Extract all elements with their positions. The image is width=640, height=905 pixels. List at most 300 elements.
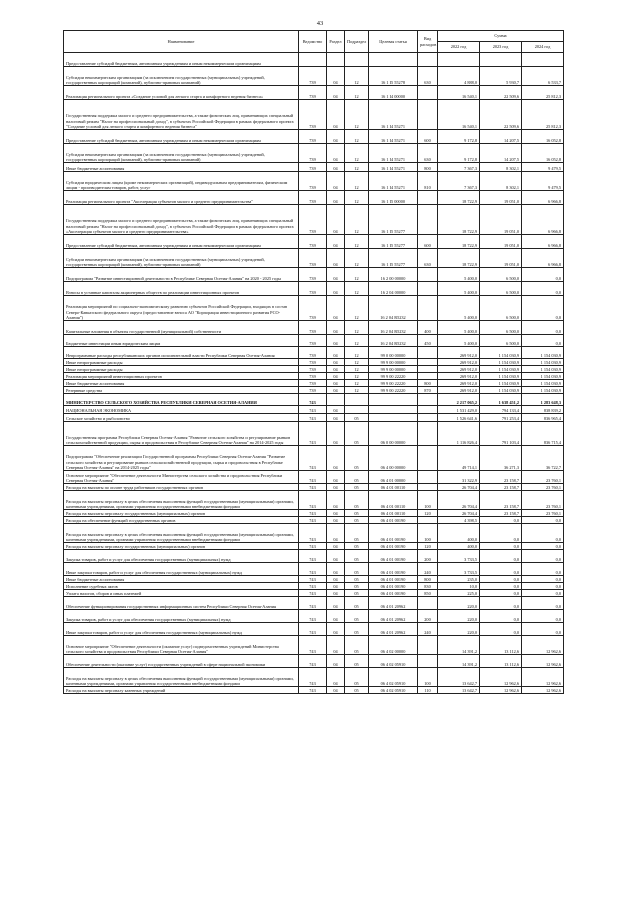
row-article-cell <box>369 406 418 414</box>
header-article: Целевая статья <box>369 31 418 53</box>
row-article-cell: 06 4 01 00190 <box>369 590 418 597</box>
row-2022-cell: 1 116 826,4 <box>438 422 480 446</box>
table-row <box>64 321 564 335</box>
row-2024-cell: 1 154 030,9 <box>522 373 564 380</box>
row-section-cell: 04 <box>327 623 345 636</box>
row-expense-type-cell: 810 <box>418 172 438 191</box>
row-2023-cell: 23 158,7 <box>480 491 522 510</box>
row-2022-cell: 220,0 <box>438 623 480 636</box>
row-article-cell: 16 1 I5 00000 <box>369 191 418 205</box>
table-row <box>64 335 564 347</box>
row-expense-type-cell: 830 <box>418 583 438 590</box>
row-section-cell: 04 <box>327 163 345 172</box>
header-expense-type: Вид расходов <box>418 31 438 53</box>
row-subsection-cell <box>345 394 369 406</box>
row-2022-cell: 269 912,0 <box>438 380 480 387</box>
table-row <box>64 422 564 446</box>
row-expense-type-cell <box>418 517 438 524</box>
row-section-cell: 04 <box>327 524 345 543</box>
row-section-cell: 04 <box>327 359 345 366</box>
row-expense-type-cell <box>418 394 438 406</box>
row-name-cell: Закупка товаров, работ и услуг для обеспечения государственных (муниципальных) нужд <box>64 550 299 563</box>
row-2023-cell: 1 638 451,2 <box>480 394 522 406</box>
table-row <box>64 406 564 414</box>
row-2022-cell: 18 722,9 <box>438 249 480 268</box>
row-subsection-cell: 12 <box>345 249 369 268</box>
row-2022-cell: 16 540,1 <box>438 100 480 130</box>
table-row <box>64 100 564 130</box>
row-article-cell: 16 1 I4 55271 <box>369 163 418 172</box>
row-subsection-cell <box>345 406 369 414</box>
row-subsection-cell: 05 <box>345 636 369 655</box>
row-article-cell: 06 4 01 00190 <box>369 543 418 550</box>
row-section-cell: 04 <box>327 282 345 296</box>
row-name-cell: Иные непрограммные расходы <box>64 359 299 366</box>
row-2023-cell: 6 500,0 <box>480 296 522 321</box>
row-2022-cell: 269 912,0 <box>438 366 480 373</box>
row-expense-type-cell: 100 <box>418 524 438 543</box>
row-ministry-cell: 739 <box>299 387 327 394</box>
row-article-cell: 99 0 00 00000 <box>369 347 418 359</box>
row-expense-type-cell: 600 <box>418 130 438 144</box>
table-row <box>64 191 564 205</box>
row-2024-cell: 0,0 <box>522 524 564 543</box>
row-2023-cell: 0,0 <box>480 610 522 623</box>
row-subsection-cell: 12 <box>345 235 369 249</box>
row-2024-cell: 0,0 <box>522 590 564 597</box>
row-name-cell: Взносы в уставные капиталы акционерных обществ по реализации инвестиционных проектов <box>64 282 299 296</box>
row-name-cell: Иные непрограммные расходы <box>64 366 299 373</box>
row-section-cell: 04 <box>327 655 345 668</box>
row-name-cell: Исполнение судебных актов <box>64 583 299 590</box>
row-expense-type-cell <box>418 636 438 655</box>
row-2024-cell: 36 722,7 <box>522 446 564 471</box>
row-name-cell: Бюджетные инвестиции иным юридическим лицам <box>64 335 299 347</box>
row-article-cell: 16 1 I4 55271 <box>369 172 418 191</box>
row-2024-cell <box>522 53 564 67</box>
row-subsection-cell: 05 <box>345 668 369 687</box>
row-2024-cell: 9 479,5 <box>522 163 564 172</box>
table-row <box>64 623 564 636</box>
row-section-cell: 04 <box>327 249 345 268</box>
row-name-cell: Предоставление субсидий бюджетным, автономным учреждениям и иным некоммерческим организациям <box>64 235 299 249</box>
budget-table <box>63 30 564 694</box>
row-2023-cell: 19 051,0 <box>480 205 522 235</box>
row-section-cell: 04 <box>327 510 345 517</box>
row-ministry-cell: 743 <box>299 668 327 687</box>
header-year-2024: 2024 год <box>522 42 564 53</box>
row-section-cell: 04 <box>327 610 345 623</box>
table-row <box>64 583 564 590</box>
row-2024-cell: 836 715,4 <box>522 422 564 446</box>
row-subsection-cell: 12 <box>345 172 369 191</box>
row-2023-cell: 36 271,3 <box>480 446 522 471</box>
row-article-cell: 16 1 I4 55271 <box>369 100 418 130</box>
header-section: Раздел <box>327 31 345 53</box>
row-expense-type-cell <box>418 422 438 446</box>
header-year-2022: 2022 год <box>438 42 480 53</box>
row-expense-type-cell <box>418 484 438 491</box>
row-2024-cell: 0,0 <box>522 623 564 636</box>
row-ministry-cell: 743 <box>299 576 327 583</box>
row-2023-cell: 19 051,0 <box>480 235 522 249</box>
row-ministry-cell: 743 <box>299 583 327 590</box>
row-ministry-cell: 739 <box>299 144 327 163</box>
row-expense-type-cell: 800 <box>418 163 438 172</box>
row-expense-type-cell: 400 <box>418 321 438 335</box>
row-name-cell: Субсидии некоммерческим организациям (за исключением государственных (муниципальных) учреждений, государственных корпораций (компаний), публично-правовых компаний) <box>64 249 299 268</box>
row-name-cell: НАЦИОНАЛЬНАЯ ЭКОНОМИКА <box>64 406 299 414</box>
row-expense-type-cell <box>418 282 438 296</box>
table-row <box>64 414 564 422</box>
row-ministry-cell: 739 <box>299 86 327 100</box>
row-section-cell: 04 <box>327 373 345 380</box>
row-2024-cell: 23 760,1 <box>522 491 564 510</box>
row-subsection-cell: 12 <box>345 205 369 235</box>
row-article-cell: 06 4 02 05910 <box>369 687 418 694</box>
row-section-cell: 04 <box>327 583 345 590</box>
table-row <box>64 249 564 268</box>
row-section-cell: 04 <box>327 144 345 163</box>
row-2023-cell: 791 253,4 <box>480 414 522 422</box>
row-2022-cell: 13 642,7 <box>438 668 480 687</box>
row-subsection-cell: 05 <box>345 687 369 694</box>
table-row <box>64 359 564 366</box>
row-expense-type-cell: 120 <box>418 543 438 550</box>
row-ministry-cell: 743 <box>299 517 327 524</box>
row-2024-cell: 0,0 <box>522 268 564 282</box>
row-name-cell: Предоставление субсидий бюджетным, автономным учреждениям и иным некоммерческим организациям <box>64 130 299 144</box>
row-name-cell: Реализация регионального проекта "Акселерация субъектов малого и среднего предпринимательства" <box>64 191 299 205</box>
row-2023-cell: 12 962,6 <box>480 687 522 694</box>
table-row <box>64 366 564 373</box>
row-subsection-cell: 12 <box>345 268 369 282</box>
row-section-cell: 04 <box>327 387 345 394</box>
table-row <box>64 550 564 563</box>
row-ministry-cell: 739 <box>299 268 327 282</box>
row-ministry-cell: 739 <box>299 172 327 191</box>
row-expense-type-cell <box>418 655 438 668</box>
row-expense-type-cell <box>418 446 438 471</box>
row-2023-cell: 5 930,7 <box>480 67 522 86</box>
row-article-cell: 06 4 00 00000 <box>369 446 418 471</box>
row-2023-cell: 0,0 <box>480 590 522 597</box>
row-ministry-cell: 739 <box>299 100 327 130</box>
row-2023-cell: 8 302,1 <box>480 172 522 191</box>
row-name-cell: Субсидии юридическим лицам (кроме некоммерческих организаций), индивидуальным предпринимателям, физическим лицам - производителям товаров, работ, услуг <box>64 172 299 191</box>
table-row <box>64 491 564 510</box>
row-subsection-cell: 12 <box>345 335 369 347</box>
row-section-cell: 04 <box>327 543 345 550</box>
table-row <box>64 380 564 387</box>
row-article-cell: 16 2 04 R5232 <box>369 296 418 321</box>
row-article-cell: 16 2 04 00000 <box>369 282 418 296</box>
row-ministry-cell: 743 <box>299 687 327 694</box>
row-2022-cell: 49 714,1 <box>438 446 480 471</box>
row-2023-cell: 23 158,7 <box>480 471 522 484</box>
row-2024-cell: 6 966,8 <box>522 205 564 235</box>
row-subsection-cell: 05 <box>345 623 369 636</box>
row-section-cell: 04 <box>327 687 345 694</box>
row-2022-cell: 3 733,5 <box>438 563 480 576</box>
row-subsection-cell: 05 <box>345 510 369 517</box>
table-row <box>64 446 564 471</box>
row-ministry-cell: 743 <box>299 414 327 422</box>
row-2023-cell: 0,0 <box>480 623 522 636</box>
row-2022-cell: 269 912,0 <box>438 347 480 359</box>
row-article-cell: 06 4 01 20962 <box>369 610 418 623</box>
row-2022-cell <box>438 53 480 67</box>
row-section-cell: 04 <box>327 366 345 373</box>
table-row <box>64 296 564 321</box>
row-2024-cell: 12 962,6 <box>522 668 564 687</box>
row-2022-cell: 235,0 <box>438 576 480 583</box>
row-2024-cell: 1 154 030,9 <box>522 347 564 359</box>
row-2022-cell: 26 704,4 <box>438 491 480 510</box>
row-article-cell: 06 4 01 00190 <box>369 583 418 590</box>
row-2024-cell: 0,0 <box>522 576 564 583</box>
row-section-cell: 04 <box>327 550 345 563</box>
table-row <box>64 590 564 597</box>
row-name-cell: Подпрограмма "Развитие инвестиционной деятельности в Республике Северная Осетия-Алания" на 2020 - 2025 годы <box>64 268 299 282</box>
row-name-cell: Предоставление субсидий бюджетным, автономным учреждениям и иным некоммерческим организациям <box>64 53 299 67</box>
row-2024-cell: 23 760,1 <box>522 510 564 517</box>
row-2023-cell: 19 051,0 <box>480 191 522 205</box>
row-name-cell: Уплата налогов, сборов и иных платежей <box>64 590 299 597</box>
row-2024-cell: 0,0 <box>522 517 564 524</box>
row-name-cell: Закупка товаров, работ и услуг для обеспечения государственных (муниципальных) нужд <box>64 610 299 623</box>
row-ministry-cell <box>299 53 327 67</box>
row-2022-cell: 14 391,2 <box>438 636 480 655</box>
row-2023-cell: 0,0 <box>480 583 522 590</box>
row-2023-cell: 22 509,6 <box>480 86 522 100</box>
row-2022-cell: 26 704,4 <box>438 484 480 491</box>
row-2022-cell: 18 722,9 <box>438 205 480 235</box>
row-2024-cell: 6 966,8 <box>522 249 564 268</box>
row-2023-cell: 1 154 030,9 <box>480 387 522 394</box>
row-article-cell: 16 2 04 R5232 <box>369 321 418 335</box>
row-name-cell: Основное мероприятие "Обеспечение деятельности Министерства сельского хозяйства и продовольствия Республики Северная Осетия-Алания" <box>64 471 299 484</box>
row-expense-type-cell: 200 <box>418 610 438 623</box>
row-2024-cell: 1 283 648,3 <box>522 394 564 406</box>
row-2023-cell: 1 154 030,9 <box>480 366 522 373</box>
row-section-cell: 04 <box>327 636 345 655</box>
row-subsection-cell: 12 <box>345 144 369 163</box>
row-2024-cell: 0,0 <box>522 563 564 576</box>
row-2023-cell: 791 103,4 <box>480 422 522 446</box>
row-section-cell: 04 <box>327 172 345 191</box>
row-subsection-cell: 05 <box>345 597 369 610</box>
row-ministry-cell: 739 <box>299 130 327 144</box>
row-section-cell <box>327 394 345 406</box>
row-2024-cell: 0,0 <box>522 597 564 610</box>
table-row <box>64 484 564 491</box>
row-name-cell: Государственная поддержка малого и среднего предпринимательства, а также физических лиц, применяющих специальный налоговый режим "Налог на профессиональный доход", в субъектах Российской Федерации в рамках федерального проекта "Создание условий для легкого старта и комфортного ведения бизнеса" <box>64 100 299 130</box>
table-row <box>64 387 564 394</box>
row-name-cell: Иные бюджетные ассигнования <box>64 576 299 583</box>
row-2023-cell: 1 154 030,9 <box>480 359 522 366</box>
row-2023-cell: 8 302,1 <box>480 163 522 172</box>
row-subsection-cell: 05 <box>345 550 369 563</box>
row-ministry-cell: 743 <box>299 636 327 655</box>
row-section-cell: 04 <box>327 517 345 524</box>
row-name-cell: Расходы на выплаты персоналу в целях обеспечения выполнения функций государственными (муниципальными) органами, казенными учреждениями, органами управления государственными внебюджетными фондами <box>64 668 299 687</box>
row-2023-cell: 13 112,6 <box>480 636 522 655</box>
row-2022-cell: 269 912,0 <box>438 387 480 394</box>
table-row <box>64 597 564 610</box>
row-name-cell: Иные закупки товаров, работ и услуг для обеспечения государственных (муниципальных) нужд <box>64 563 299 576</box>
header-ministry: Ведомство <box>299 31 327 53</box>
table-row <box>64 373 564 380</box>
row-2022-cell: 18 722,9 <box>438 191 480 205</box>
row-2023-cell: 23 158,7 <box>480 484 522 491</box>
row-2022-cell: 26 704,4 <box>438 510 480 517</box>
row-article-cell: 16 1 I5 55277 <box>369 235 418 249</box>
row-article-cell: 06 4 01 00190 <box>369 563 418 576</box>
row-2023-cell: 23 158,7 <box>480 510 522 517</box>
row-ministry-cell: 739 <box>299 191 327 205</box>
row-2022-cell: 1 526 641,6 <box>438 414 480 422</box>
row-2022-cell: 5 400,0 <box>438 268 480 282</box>
row-2023-cell: 6 500,0 <box>480 282 522 296</box>
row-section-cell: 04 <box>327 67 345 86</box>
row-ministry-cell: 739 <box>299 282 327 296</box>
row-ministry-cell: 739 <box>299 380 327 387</box>
row-2022-cell: 31 322,9 <box>438 471 480 484</box>
row-article-cell: 16 1 I4 00000 <box>369 86 418 100</box>
row-expense-type-cell <box>418 406 438 414</box>
row-article-cell: 06 4 01 00190 <box>369 576 418 583</box>
row-name-cell: Реализация регионального проекта «Создание условий для легкого старта и комфортного ведения бизнеса» <box>64 86 299 100</box>
row-ministry-cell: 743 <box>299 550 327 563</box>
row-2022-cell: 269 912,0 <box>438 373 480 380</box>
row-2022-cell: 5 400,0 <box>438 282 480 296</box>
row-name-cell: Иные бюджетные ассигнования <box>64 380 299 387</box>
row-2022-cell: 2 217 065,2 <box>438 394 480 406</box>
table-row <box>64 86 564 100</box>
row-2023-cell <box>480 53 522 67</box>
row-expense-type-cell: 240 <box>418 623 438 636</box>
row-section-cell: 04 <box>327 484 345 491</box>
row-2024-cell: 1 154 030,9 <box>522 359 564 366</box>
row-article-cell: 16 2 04 R5232 <box>369 335 418 347</box>
row-name-cell: Обеспечение функционирования государственных информационных систем Республики Северная Осетия-Алания <box>64 597 299 610</box>
row-article-cell: 06 4 01 00110 <box>369 484 418 491</box>
table-row <box>64 67 564 86</box>
row-name-cell: Государственная программа Республики Северная Осетия-Алания "Развитие сельского хозяйства и регулирование рынков сельскохозяйственной продукции, сырья и продовольствия в Республике Северная Осетия-Алания" на 2014-2025 годы <box>64 422 299 446</box>
row-2022-cell: 5 400,0 <box>438 321 480 335</box>
row-expense-type-cell: 630 <box>418 249 438 268</box>
row-section-cell: 04 <box>327 205 345 235</box>
row-2022-cell: 14 391,2 <box>438 655 480 668</box>
row-article-cell: 99 9 00 00000 <box>369 366 418 373</box>
row-subsection-cell: 05 <box>345 590 369 597</box>
table-row <box>64 205 564 235</box>
row-subsection-cell: 05 <box>345 471 369 484</box>
table-row <box>64 163 564 172</box>
row-subsection-cell: 12 <box>345 296 369 321</box>
row-subsection-cell: 05 <box>345 583 369 590</box>
row-expense-type-cell: 120 <box>418 510 438 517</box>
row-subsection-cell: 12 <box>345 321 369 335</box>
row-2023-cell: 1 154 030,9 <box>480 347 522 359</box>
row-2022-cell: 4 398,5 <box>438 517 480 524</box>
row-2024-cell: 836 965,4 <box>522 414 564 422</box>
row-article-cell: 06 4 02 05910 <box>369 668 418 687</box>
row-article-cell: 06 4 01 00110 <box>369 491 418 510</box>
row-2024-cell: 0,0 <box>522 583 564 590</box>
row-expense-type-cell: 600 <box>418 235 438 249</box>
row-ministry-cell: 743 <box>299 610 327 623</box>
header-name: Наименование <box>64 31 299 53</box>
row-subsection-cell: 05 <box>345 576 369 583</box>
row-expense-type-cell: 630 <box>418 67 438 86</box>
row-subsection-cell: 05 <box>345 655 369 668</box>
row-section-cell: 04 <box>327 268 345 282</box>
row-ministry-cell: 743 <box>299 655 327 668</box>
row-2023-cell: 0,0 <box>480 524 522 543</box>
table-row <box>64 687 564 694</box>
row-article-cell: 99 9 00 22220 <box>369 380 418 387</box>
table-row <box>64 53 564 67</box>
row-2022-cell: 4 888,0 <box>438 67 480 86</box>
row-article-cell: 06 4 01 20962 <box>369 623 418 636</box>
row-expense-type-cell <box>418 347 438 359</box>
table-row <box>64 563 564 576</box>
row-subsection-cell: 05 <box>345 517 369 524</box>
row-subsection-cell: 12 <box>345 366 369 373</box>
row-2024-cell: 0,0 <box>522 543 564 550</box>
row-2023-cell: 0,0 <box>480 597 522 610</box>
row-expense-type-cell <box>418 414 438 422</box>
row-name-cell: Субсидии некоммерческим организациям (за исключением государственных (муниципальных) учреждений, государственных корпораций (компаний), публично-правовых компаний) <box>64 144 299 163</box>
row-name-cell: Расходы на выплаты по оплате труда работников государственных органов <box>64 484 299 491</box>
row-subsection-cell: 05 <box>345 446 369 471</box>
row-expense-type-cell <box>418 53 438 67</box>
row-2023-cell: 0,0 <box>480 563 522 576</box>
row-subsection-cell: 05 <box>345 491 369 510</box>
row-expense-type-cell: 800 <box>418 380 438 387</box>
row-expense-type-cell <box>418 191 438 205</box>
row-2024-cell: 6 966,8 <box>522 191 564 205</box>
row-expense-type-cell: 200 <box>418 550 438 563</box>
row-ministry-cell: 739 <box>299 67 327 86</box>
row-section-cell: 04 <box>327 563 345 576</box>
row-ministry-cell: 743 <box>299 446 327 471</box>
row-2024-cell: 12 962,6 <box>522 655 564 668</box>
row-2022-cell: 220,0 <box>438 597 480 610</box>
row-article-cell: 06 4 01 00190 <box>369 517 418 524</box>
row-section-cell: 04 <box>327 347 345 359</box>
row-section-cell: 04 <box>327 380 345 387</box>
row-name-cell: Обеспечение деятельности (оказание услуг) государственных учреждений в сфере национальной экономики <box>64 655 299 668</box>
row-2022-cell: 5 400,0 <box>438 335 480 347</box>
row-2022-cell: 269 912,0 <box>438 359 480 366</box>
row-article-cell <box>369 394 418 406</box>
row-section-cell: 04 <box>327 191 345 205</box>
row-ministry-cell: 743 <box>299 590 327 597</box>
row-2023-cell: 22 509,6 <box>480 100 522 130</box>
row-2023-cell: 0,0 <box>480 576 522 583</box>
row-2023-cell: 14 207,5 <box>480 130 522 144</box>
row-ministry-cell: 743 <box>299 597 327 610</box>
row-2024-cell: 6 533,7 <box>522 67 564 86</box>
row-section-cell: 04 <box>327 335 345 347</box>
row-ministry-cell: 743 <box>299 406 327 414</box>
row-section-cell: 04 <box>327 86 345 100</box>
header-subsection: Подраздел <box>345 31 369 53</box>
row-subsection-cell: 12 <box>345 130 369 144</box>
